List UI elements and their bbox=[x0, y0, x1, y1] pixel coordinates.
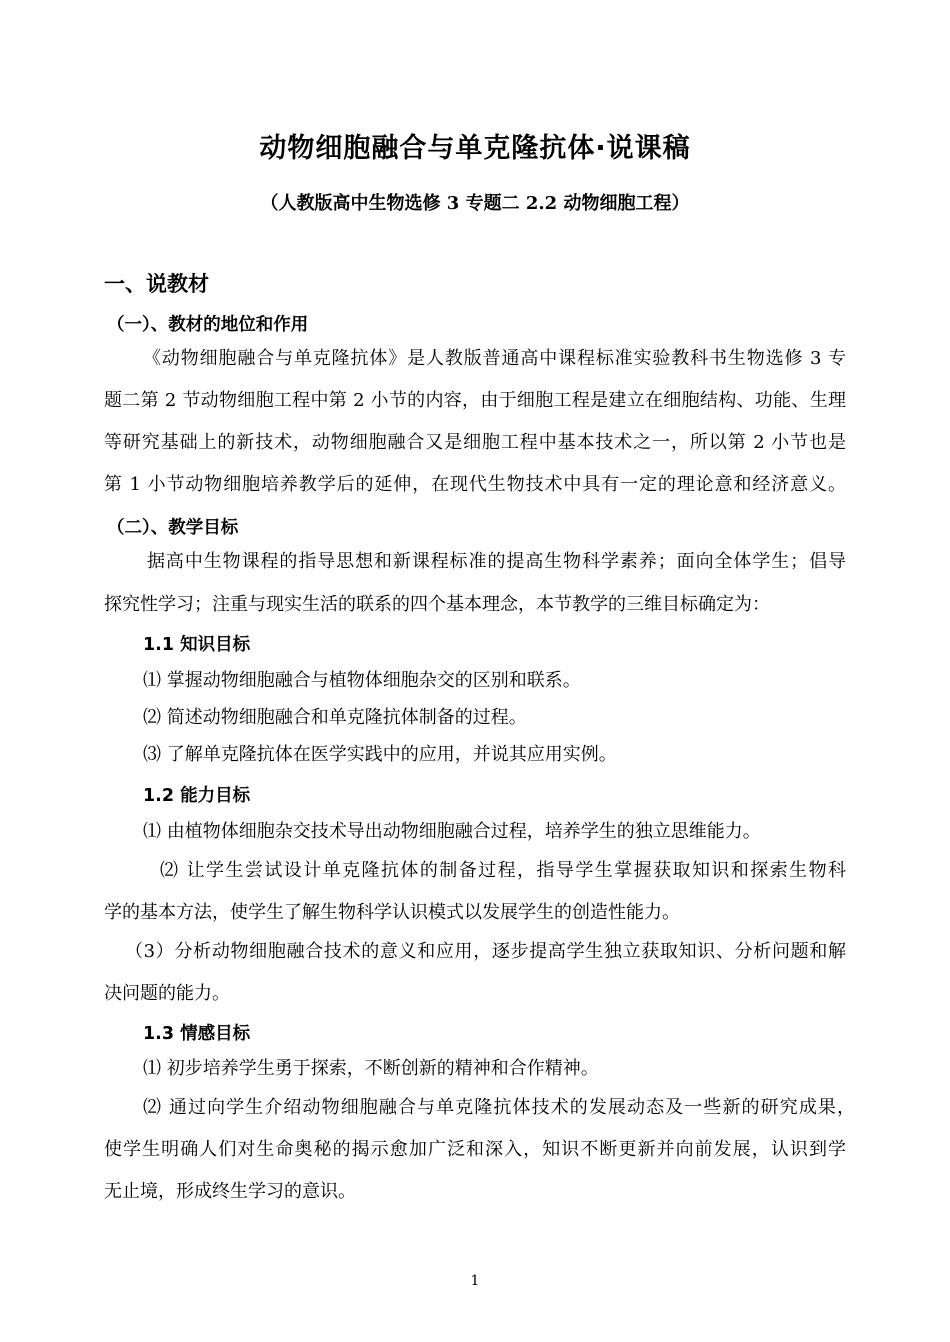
goal-heading-emotion: 1.3 情感目标 bbox=[143, 1024, 251, 1044]
list-item: ⑶ 了解单克隆抗体在医学实践中的应用，并说其应用实例。 bbox=[143, 744, 617, 765]
subsection-heading-1: （一）、教材的地位和作用 bbox=[107, 315, 309, 335]
document-title: 动物细胞融合与单克隆抗体·说课稿 bbox=[259, 133, 691, 164]
paragraph-line: 探究性学习；注重与现实生活的联系的四个基本理念，本节教学的三维目标确定为： bbox=[104, 594, 770, 615]
list-item: ⑴ 由植物体细胞杂交技术导出动物细胞融合过程，培养学生的独立思维能力。 bbox=[143, 821, 761, 842]
list-item-continued: 决问题的能力。 bbox=[104, 983, 230, 1004]
list-item-continued: 学的基本方法，使学生了解生物科学认识模式以发展学生的创造性能力。 bbox=[104, 902, 680, 923]
subsection-heading-2: （二）、教学目标 bbox=[107, 518, 239, 538]
goal-heading-ability: 1.2 能力目标 bbox=[143, 786, 251, 806]
list-item-continued: 无止境，形成终生学习的意识。 bbox=[104, 1181, 356, 1202]
paragraph-line: 据高中生物课程的指导思想和新课程标准的提高生物科学素养；面向全体学生；倡导 bbox=[147, 551, 846, 572]
list-item: （3）分析动物细胞融合技术的意义和应用，逐步提高学生独立获取知识、分析问题和解 bbox=[125, 941, 846, 962]
paragraph-line: 等研究基础上的新技术，动物细胞融合又是细胞工程中基本技术之一，所以第 2 小节也是 bbox=[104, 432, 846, 453]
section-heading-1: 一、说教材 bbox=[104, 272, 209, 296]
document-subtitle: （人教版高中生物选修 3 专题二 2.2 动物细胞工程） bbox=[260, 193, 690, 214]
paragraph-line: 题二第 2 节动物细胞工程中第 2 小节的内容，由于细胞工程是建立在细胞结构、功能、生理 bbox=[104, 390, 846, 411]
list-item: ⑵ 通过向学生介绍动物细胞融合与单克隆抗体技术的发展动态及一些新的研究成果， bbox=[143, 1097, 855, 1118]
list-item: ⑴ 掌握动物细胞融合与植物体细胞杂交的区别和联系。 bbox=[143, 670, 581, 691]
page-number: 1 bbox=[470, 1273, 480, 1289]
paragraph-line: 《动物细胞融合与单克隆抗体》是人教版普通高中课程标准实验教科书生物选修 3 专 bbox=[143, 348, 846, 369]
paragraph-line: 第 1 小节动物细胞培养教学后的延伸，在现代生物技术中具有一定的理论意和经济意义。 bbox=[104, 474, 846, 495]
list-item: ⑵ 让学生尝试设计单克隆抗体的制备过程，指导学生掌握获取知识和探索生物科 bbox=[160, 860, 846, 881]
goal-heading-knowledge: 1.1 知识目标 bbox=[143, 635, 251, 655]
list-item: ⑵ 简述动物细胞融合和单克隆抗体制备的过程。 bbox=[143, 707, 527, 728]
list-item-continued: 使学生明确人们对生命奥秘的揭示愈加广泛和深入，知识不断更新并向前发展，认识到学 bbox=[104, 1139, 846, 1160]
list-item: ⑴ 初步培养学生勇于探索，不断创新的精神和合作精神。 bbox=[143, 1058, 599, 1079]
